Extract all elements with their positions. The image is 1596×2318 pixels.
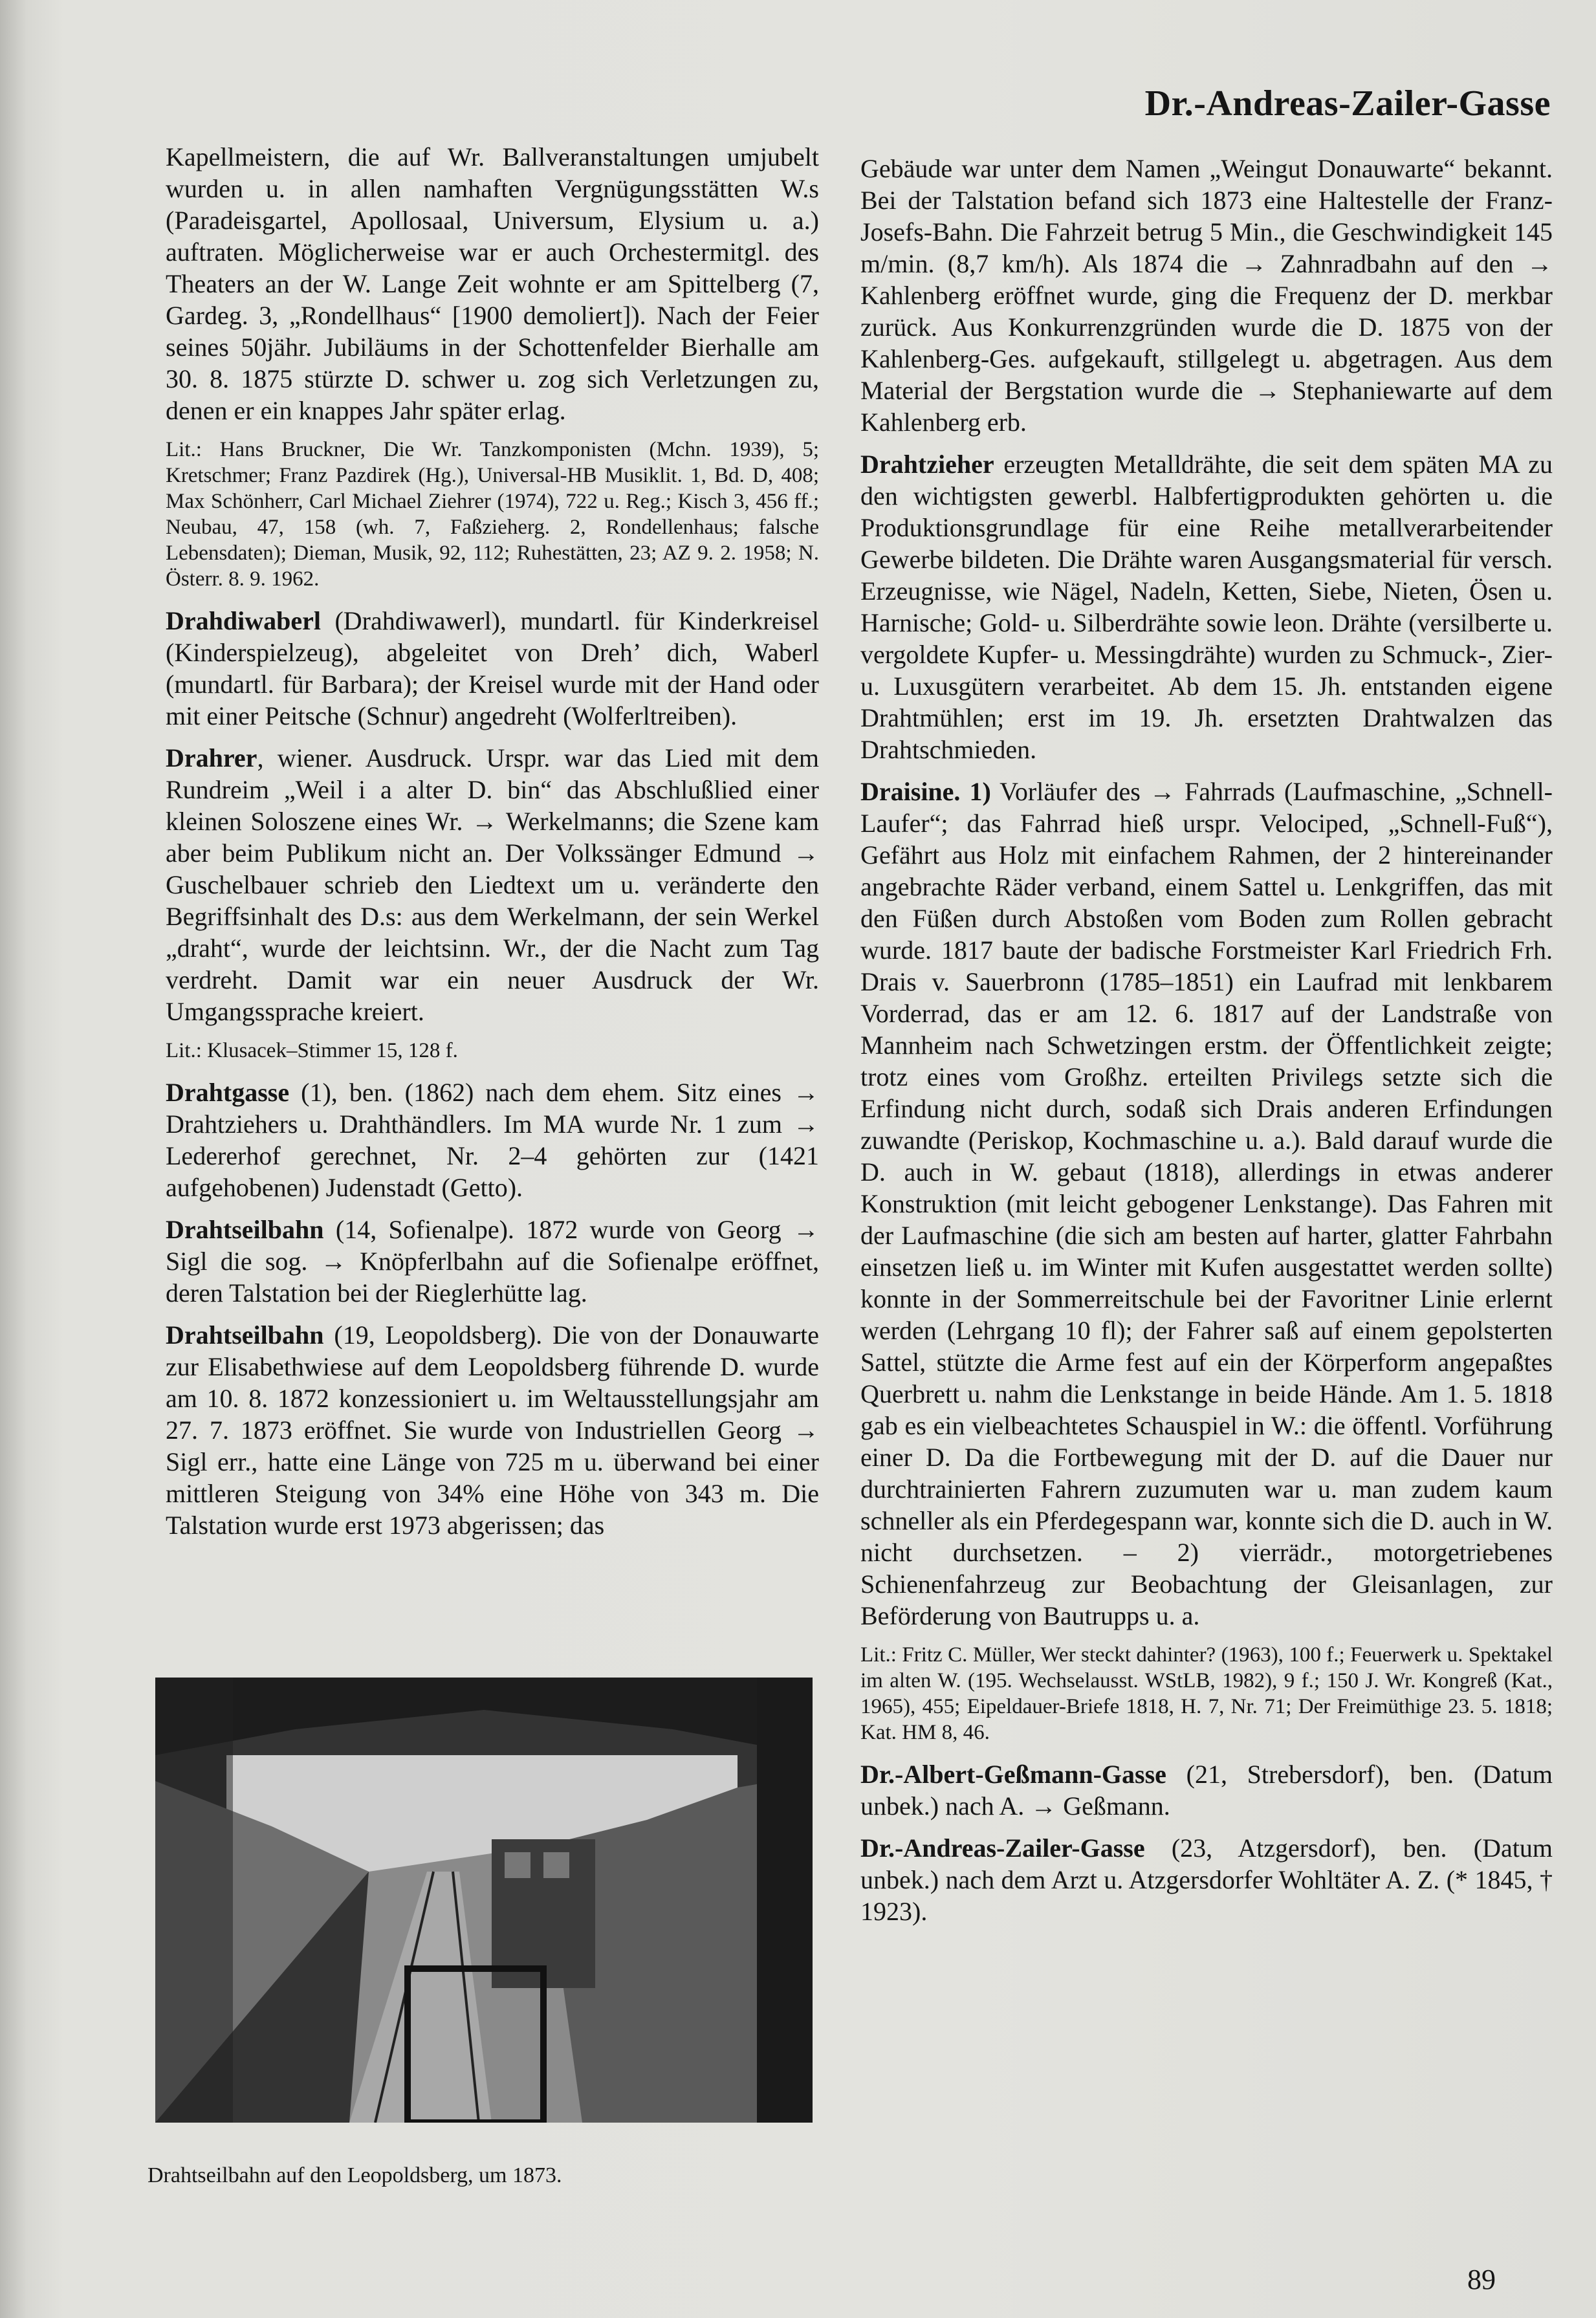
entry-drahtgasse: Drahtgasse (1), ben. (1862) nach dem ehem. Sitz eines → Drahtziehers u. Drahthändlers. Im MA wurde Nr. 1 zum → Ledererhof gerechnet, Nr. 2–4 gehörten zur (1421 aufgehobenen) Judenstadt (Getto). xyxy=(166,1078,819,1202)
photo-illustration xyxy=(155,1678,813,2123)
entry-drahdiwaberl: Drahdiwaberl (Drahdiwawerl), mundartl. für Kinderkreisel (Kinderspielzeug), abgeleitet von Dreh’ dich, Waberl (mundartl. für Barbara); der Kreisel wurde mit der Hand oder mit einer Peitsche (Schnur) angedreht (Wolferltreiben). xyxy=(166,606,819,730)
headword: Drahdiwaberl xyxy=(166,606,321,635)
headword: Drahrer xyxy=(166,743,257,772)
headword: Dr.-Albert-Geßmann-Gasse xyxy=(860,1760,1166,1789)
entry-drahrer: Drahrer, wiener. Ausdruck. Urspr. war das Lied mit dem Rundreim „Weil i a alter D. bin“ das Abschlußlied einer kleinen Soloszene eines Wr. → Werkelmanns; die Szene kam aber beim Publikum nicht an. Der Volkssänger Edmund → Guschelbauer schrieb den Liedtext um u. veränderte den Begriffsinhalt des D.s: aus dem Werkelmann, der sein Werkel „draht“, wurde der leichtsinn. Wr., der die Nacht zum Tag verdreht. Damit war ein neuer Ausdruck der Wr. Umgangssprache kreiert. xyxy=(166,743,819,1026)
headword: Dr.-Andreas-Zailer-Gasse xyxy=(860,1833,1145,1863)
book-spine-shadow xyxy=(0,0,26,2318)
running-head: Dr.-Andreas-Zailer-Gasse xyxy=(1144,83,1551,124)
entry-drahtseilbahn-14: Drahtseilbahn (14, Sofienalpe). 1872 wurde von Georg → Sigl die sog. → Knöpferlbahn auf die Sofienalpe eröffnet, deren Talstation bei der Rieglerhütte lag. xyxy=(166,1215,819,1307)
left-column xyxy=(166,141,819,1551)
entry-continuation: Kapellmeistern, die auf Wr. Ballveranstaltungen umjubelt wurden u. in allen namhaften Vergnügungsstätten W.s (Paradeisgartel, Apollosaal, Universum, Elysium u. a.) auftraten. Möglicherweise war er auch Orchestermitgl. des Theaters an der W. Lange Zeit wohnte er am Spittelberg (7, Gardeg. 3, „Rondellhaus“ [1900 demoliert]). Nach der Feier seines 50jähr. Jubiläums in der Schottenfelder Bierhalle am 30. 8. 1875 stürzte D. schwer u. zog sich Verletzungen zu, denen er ein knappes Jahr später erlag. xyxy=(166,142,819,425)
entry-andreas-zailer-gasse: Dr.-Andreas-Zailer-Gasse (23, Atzgersdorf), ben. (Datum unbek.) nach dem Arzt u. Atzgersdorfer Wohltäter A. Z. (* 1845, † 1923). xyxy=(860,1833,1553,1926)
headword: Drahtgasse xyxy=(166,1078,290,1107)
entry-albert-gessmann-gasse: Dr.-Albert-Geßmann-Gasse (21, Strebersdorf), ben. (Datum unbek.) nach A. → Geßmann. xyxy=(860,1760,1553,1821)
literature-note: Lit.: Fritz C. Müller, Wer steckt dahinter? (1963), 100 f.; Feuerwerk u. Spektakel im alten W. (195. Wechselausst. WStLB, 1982), 9 f.; 150 J. Wr. Kongreß (Kat., 1965), 455; Eipeldauer-Briefe 1818, H. 7, Nr. 71; Der Freimüthige 23. 5. 1818; Kat. HM 8, 46. xyxy=(860,1643,1553,1744)
headword: Drahtseilbahn xyxy=(166,1215,324,1244)
headword: Draisine. 1) xyxy=(860,777,991,806)
headword: Drahtzieher xyxy=(860,450,994,479)
headword: Drahtseilbahn xyxy=(166,1320,324,1350)
entry-drahtzieher: Drahtzieher erzeugten Metalldrähte, die seit dem späten MA zu den wichtigsten gewerbl. Halbfertigprodukten gehörten u. die Produktionsgrundlage für eine Reihe metallverarbeitender Gewerbe bildeten. Die Drähte waren Ausgangsmaterial für versch. Erzeugnisse, wie Nägel, Nadeln, Ketten, Siebe, Nieten, Ösen u. Harnische; Gold- u. Silberdrähte sowie leon. Drähte (versilberte u. vergoldete Kupfer- u. Messingdrähte) wurden zu Schmuck-, Zier- u. Luxusgütern verarbeitet. Ab dem 15. Jh. entstanden eigene Drahtmühlen; erst im 19. Jh. ersetzten Drahtwalzen das Drahtschmieden. xyxy=(860,450,1553,764)
entry-draisine: Draisine. 1) Vorläufer des → Fahrrads (Laufmaschine, „Schnell-Laufer“; das Fahrrad hieß urspr. Velociped, „Schnell-Fuß“), Gefährt aus Holz mit einfachem Rahmen, der 2 hintereinander angebrachte Räder verband, einem Sattel u. Lenkgriffen, das mit den Füßen durch Abstoßen vom Boden zum Rollen gebracht wurde. 1817 baute der badische Forstmeister Karl Friedrich Frh. Drais v. Sauerbronn (1785–1851) ein Laufrad mit lenkbarem Vorderrad, das er am 12. 6. 1817 auf der Landstraße von Mannheim nach Schwetzingen erstm. der Öffentlichkeit zeigte; trotz eines vom Großhz. erteilten Privilegs setzte sich die Erfindung nicht durch, sodaß sich Drais anderen Erfindungen zuwandte (Periskop, Kochmaschine u. a.). Bald darauf wurde die D. auch in W. gebaut (1818), allerdings in etwas anderer Konstruktion (mit leicht gebogener Lenkstange). Das Fahren mit der Laufmaschine (die sich am besten auf harter, glatter Fahrbahn einsetzen ließ u. im Winter mit Kufen ausgestattet werden sollte) konnte in der Sommerreitschule bei der Favoritner Linie erlernt werden (Lehrgang 10 fl); der Fahrer saß auf einem gepolsterten Sattel, stützte die Arme fest auf ein der Körperform angepaßtes Querbrett u. nahm die Lenkstange in beide Hände. Am 1. 5. 1818 gab es ein vielbeachtetes Schauspiel in W.: die öffentl. Vorführung einer D. Da die Fortbewegung mit der D. auf die Dauer nur durchtrainierten Fahrern zuzumuten war u. man zudem kaum schneller als ein Pferdegespann war, konnte sich die D. auch in W. nicht durchsetzen. – 2) vierrädr., motorgetriebenes Schienenfahrzeug zur Beobachtung der Gleisanlagen, zur Beförderung von Bautrupps u. a. xyxy=(860,777,1553,1630)
literature-note: Lit.: Klusacek–Stimmer 15, 128 f. xyxy=(166,1039,458,1062)
page-number: 89 xyxy=(1467,2264,1496,2295)
entry-drahtseilbahn-19: Drahtseilbahn (19, Leopoldsberg). Die von der Donauwarte zur Elisabethwiese auf dem Leopoldsberg führende D. wurde am 10. 8. 1872 konzessioniert u. im Weltausstellungsjahr am 27. 7. 1873 eröffnet. Sie wurde von Industriellen Georg → Sigl err., hatte eine Länge von 725 m u. überwand bei einer mittleren Steigung von 34% eine Höhe von 343 m. Die Talstation wurde erst 1973 abgerissen; das xyxy=(166,1320,819,1540)
cable-railway-photo xyxy=(155,1678,813,2123)
photo-caption: Drahtseilbahn auf den Leopoldsberg, um 1873. xyxy=(148,2163,562,2187)
literature-note: Lit.: Hans Bruckner, Die Wr. Tanzkomponisten (Mchn. 1939), 5; Kretschmer; Franz Pazdirek (Hg.), Universal-HB Musiklit. 1, Bd. D, 408; Max Schönherr, Carl Michael Ziehrer (1974), 722 u. Reg.; Kisch 3, 456 ff.; Neubau, 47, 158 (wh. 7, Faßzieherg. 2, Rondellenhaus; falsche Lebensdaten); Dieman, Musik, 92, 112; Ruhestätten, 23; AZ 9. 2. 1958; N. Österr. 8. 9. 1962. xyxy=(166,438,819,591)
right-column xyxy=(860,153,1553,1938)
entry-continuation: Gebäude war unter dem Namen „Weingut Donauwarte“ bekannt. Bei der Talstation befand sich 1873 eine Haltestelle der Franz-Josefs-Bahn. Die Fahrzeit betrug 5 Min., die Geschwindigkeit 145 m/min. (8,7 km/h). Als 1874 die → Zahnradbahn auf den → Kahlenberg eröffnet wurde, ging die Frequenz der D. merkbar zurück. Aus Konkurrenzgründen wurde die D. 1875 von der Kahlenberg-Ges. aufgekauft, stillgelegt u. abgetragen. Aus dem Material der Bergstation wurde die → Stephaniewarte auf dem Kahlenberg erb. xyxy=(860,154,1553,437)
